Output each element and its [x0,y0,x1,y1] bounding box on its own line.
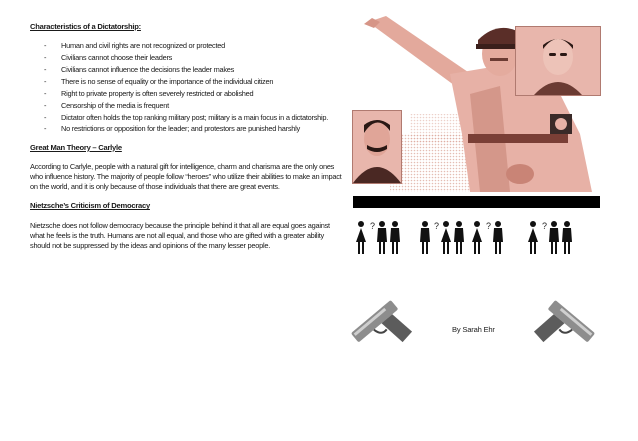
male-person-icon [390,221,400,254]
female-person-icon [528,221,538,254]
list-item: - Civilians cannot influence the decisions the leader makes [44,65,345,75]
list-item: - Right to private property is often severely restricted or abolished [44,89,345,99]
male-person-icon [562,221,572,254]
people-equality-icons [352,220,602,256]
male-person-icon [420,221,430,254]
characteristics-heading: Characteristics of a Dictatorship: [30,22,141,31]
female-person-icon [472,221,482,254]
list-item: - There is no sense of equality or the importance of the individual citizen [44,77,345,87]
great-man-paragraph: According to Carlyle, people with a natural gift for intelligence, charm and charisma are the only ones who influence history. The majority of people follow “heroes” who utilize their abilities to make an impact on the world, and it is only because of those individuals that there are great events. [30,161,342,192]
female-person-icon [441,221,451,254]
list-item: - Censorship of the media is frequent [44,101,345,111]
question-mark-icon: ? [434,221,440,231]
male-person-icon [377,221,387,254]
male-person-icon [493,221,503,254]
male-person-icon [454,221,464,254]
male-person-icon [549,221,559,254]
female-person-icon [356,221,366,254]
nietzsche-paragraph: Nietzsche does not follow democracy because the principle behind it that all are equal goes against what he feels is the truth. Humans are not all equal, and those who are gifted with a greater ability should not be suppressed by the ideas and opinions of the many lesser people. [30,220,330,251]
author-byline: By Sarah Ehr [452,325,495,334]
list-item: - Dictator often holds the top ranking military post; military is a main focus in a dictatorship. [44,113,345,123]
question-mark-icon: ? [542,221,548,231]
characteristics-section [30,22,345,135]
list-item: - Civilians cannot choose their leaders [44,53,345,63]
great-man-section [30,143,345,193]
portrait-photo-left [352,110,402,184]
portrait-photo-right [515,26,601,96]
list-item: - Human and civil rights are not recognized or protected [44,41,345,51]
list-item: - No restrictions or opposition for the leader; and protestors are punished harshly [44,124,345,134]
pistol-icon-right [532,288,602,368]
characteristics-list [30,41,345,134]
document-text-column [30,22,345,251]
pistol-icon-left [344,288,414,368]
question-mark-icon: ? [370,221,376,231]
nietzsche-section [30,201,345,251]
question-mark-icon: ? [486,221,492,231]
nietzsche-heading: Nietzsche’s Criticism of Democracy [30,201,150,211]
great-man-heading: Great Man Theory – Carlyle [30,142,122,152]
divider-bar [353,196,600,208]
